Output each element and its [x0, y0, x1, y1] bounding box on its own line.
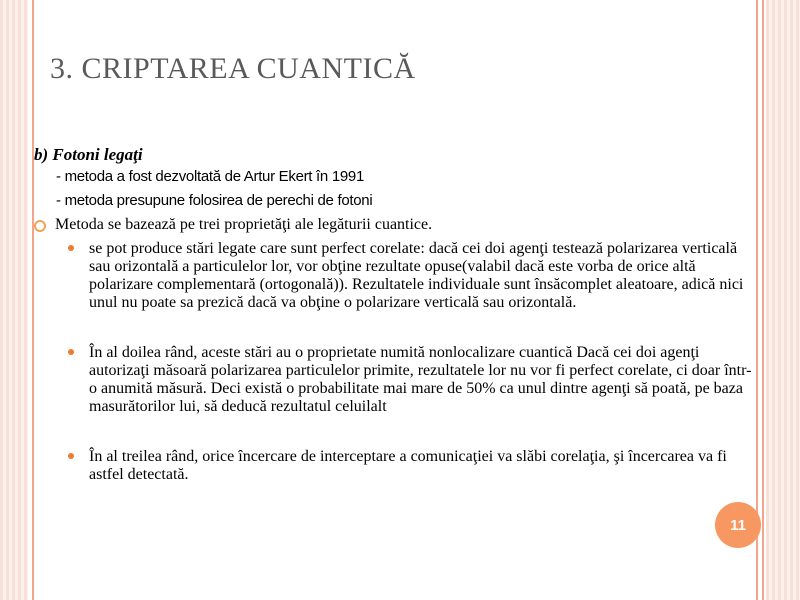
bullet-text: se pot produce stări legate care sunt perfect corelate: dacă cei doi agenţi testează polarizarea verticală sau orizontală a particulelor lor, vor obţine rezultate opuse(valabil dacă este vorba de orice altă polarizare complementară (ortogonală)). Rezultatele individuale sunt însăcomplet aleatoare, adică nici unul nu poate sa prezică dacă va obţine o polarizare verticală sau orizontală.: [89, 240, 744, 311]
slide-title: 3. CRIPTAREA CUANTICĂ: [50, 52, 416, 85]
bullet-item: [34, 448, 754, 484]
bullet-dot-icon: [68, 453, 74, 459]
bullet-text: În al treilea rând, orice încercare de interceptare a comunicaţiei va slăbi corelaţia, şi încercarea va fi astfel detectată.: [89, 448, 727, 483]
hollow-circle-bullet-icon: [34, 220, 46, 232]
section-heading: b) Fotoni legaţi: [34, 145, 143, 164]
main-point: [34, 216, 754, 234]
main-point-text: Metoda se bazează pe trei proprietăţi ale legăturii cuantice.: [55, 216, 433, 233]
bullet-dot-icon: [68, 245, 74, 251]
bullet-dot-icon: [68, 349, 74, 355]
sub-point: - metoda presupune folosirea de perechi de fotoni: [56, 192, 373, 209]
bullet-item: [34, 344, 754, 416]
bullet-item: [34, 240, 754, 312]
bullet-text: În al doilea rând, aceste stări au o proprietate numită nonlocalizare cuantică Dacă cei doi agenţi autorizaţi măsoară polarizarea particulelor primite, rezultatele lor nu vor fi perfect corelate, ci doar într-o anumită măsură. Deci există o probabilitate mai mare de 50% ca unul dintre agenţi să poată, pe baza masurătorilor lui, să deducă rezultatul celuilalt: [89, 344, 752, 415]
sub-point: - metoda a fost dezvoltată de Artur Ekert în 1991: [56, 168, 364, 185]
right-border-stripes: [766, 0, 800, 600]
left-border-stripes: [0, 0, 28, 600]
page-number-badge: 11: [715, 502, 761, 548]
right-border-line: [756, 0, 758, 600]
slide-content: [34, 146, 754, 484]
right-border-line-inner: [762, 0, 764, 600]
